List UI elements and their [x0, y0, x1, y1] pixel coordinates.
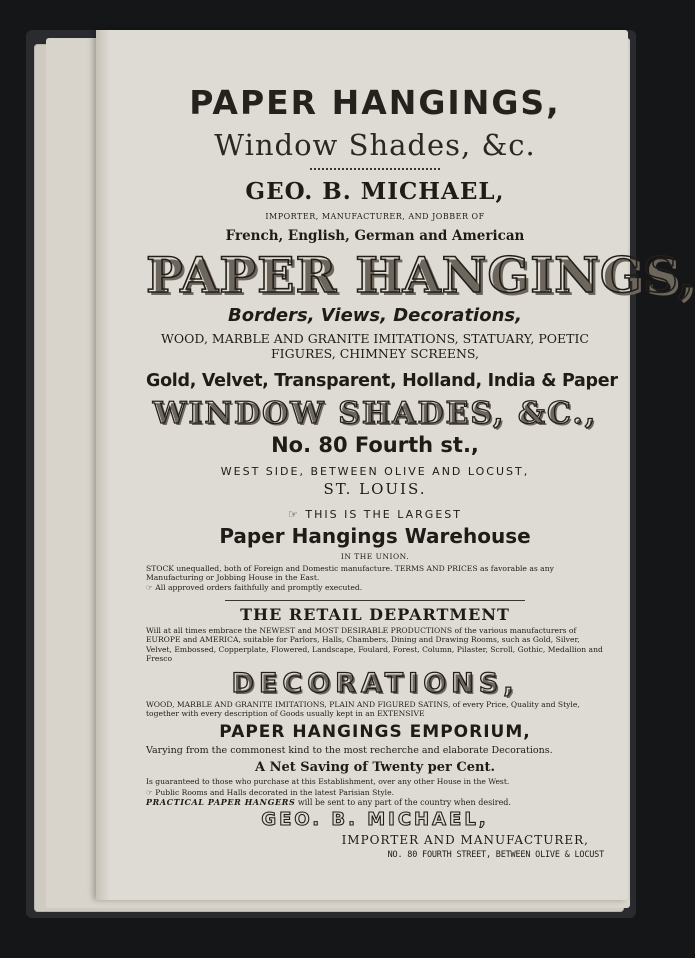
west-side-line: WEST SIDE, BETWEEN OLIVE AND LOCUST,: [220, 465, 530, 478]
street-address: No. 80 Fourth st.,: [271, 433, 479, 457]
city-line: ST. LOUIS.: [323, 480, 427, 498]
address-footer: NO. 80 FOURTH STREET, BETWEEN OLIVE & LOCUST: [387, 850, 604, 861]
subtitle: Window Shades, &c.: [214, 128, 536, 162]
advertisement-page: [96, 30, 695, 900]
section-divider: [225, 600, 525, 601]
advertisement: [146, 83, 695, 861]
varying-line: Varying from the commonest kind to the most recherche and elaborate Decorations.: [146, 744, 553, 756]
paper-hangings-display: PAPER HANGINGS,: [146, 245, 695, 304]
importer-line: IMPORTER, MANUFACTURER, AND JOBBER OF: [265, 212, 485, 221]
warehouse-line: Paper Hangings Warehouse: [219, 524, 531, 548]
embrace-paragraph: Will at all times embrace the NEWEST and MOST DESIRABLE PRODUCTIONS of the various manufacturers of EUROPE and AMERICA, suitable for Parlors, Halls, Chambers, Dining and Drawing Rooms, such as Gold, Silver, Velvet, Embossed, Copperplate, Flowered, Landscape, Foulard, Forest, Column, Pilaster, Scroll, Gothic, Medallion and Fresco: [146, 625, 603, 664]
importer-footer: IMPORTER AND MANUFACTURER,: [341, 833, 589, 848]
saving-line: A Net Saving of Twenty per Cent.: [254, 760, 496, 776]
public-rooms-line: ☞ Public Rooms and Halls decorated in the latest Parisian Style.: [146, 787, 394, 797]
imitations-line: WOOD, MARBLE AND GRANITE IMITATIONS, STATUARY, POETIC FIGURES, CHIMNEY SCREENS,: [161, 330, 589, 361]
practical-rest: will be sent to any part of the country when desired.: [295, 798, 511, 808]
window-shades-display: WINDOW SHADES, &C.,: [152, 396, 598, 431]
retail-heading: THE RETAIL DEPARTMENT: [240, 604, 510, 624]
practical-line: [146, 798, 604, 807]
orders-line: ☞ All approved orders faithfully and promptly executed.: [146, 583, 363, 593]
decorations-display: DECORATIONS,: [231, 667, 519, 699]
dotted-divider: [310, 168, 440, 170]
stock-paragraph: STOCK unequalled, both of Foreign and Domestic manufacture. TERMS AND PRICES as favorable as any Manufacturing or Jobbing House in the East.: [146, 563, 554, 582]
merchant-name: GEO. B. MICHAEL,: [245, 178, 505, 205]
page-gutter-shadow: [96, 30, 110, 900]
guarantee-line: Is guaranteed to those who purchase at this Establishment, over any other House in the West.: [146, 777, 510, 787]
practical-lead: PRACTICAL PAPER HANGERS: [146, 797, 296, 808]
imitations-paragraph: WOOD, MARBLE AND GRANITE IMITATIONS, PLAIN AND FIGURED SATINS, of every Price, Quality and Style, together with every description of Goods usually kept in an EXTENSIVE: [146, 699, 580, 719]
largest-line: ☞ THIS IS THE LARGEST: [288, 508, 462, 521]
borders-line: Borders, Views, Decorations,: [228, 304, 522, 326]
main-title: PAPER HANGINGS,: [189, 83, 561, 122]
shade-materials-line: Gold, Velvet, Transparent, Holland, India & Paper: [146, 370, 618, 391]
union-line: IN THE UNION.: [340, 552, 410, 561]
emporium-heading: PAPER HANGINGS EMPORIUM,: [219, 721, 531, 742]
merchant-name-footer: GEO. B. MICHAEL,: [261, 809, 489, 831]
nationalities-line: French, English, German and American: [225, 228, 525, 244]
